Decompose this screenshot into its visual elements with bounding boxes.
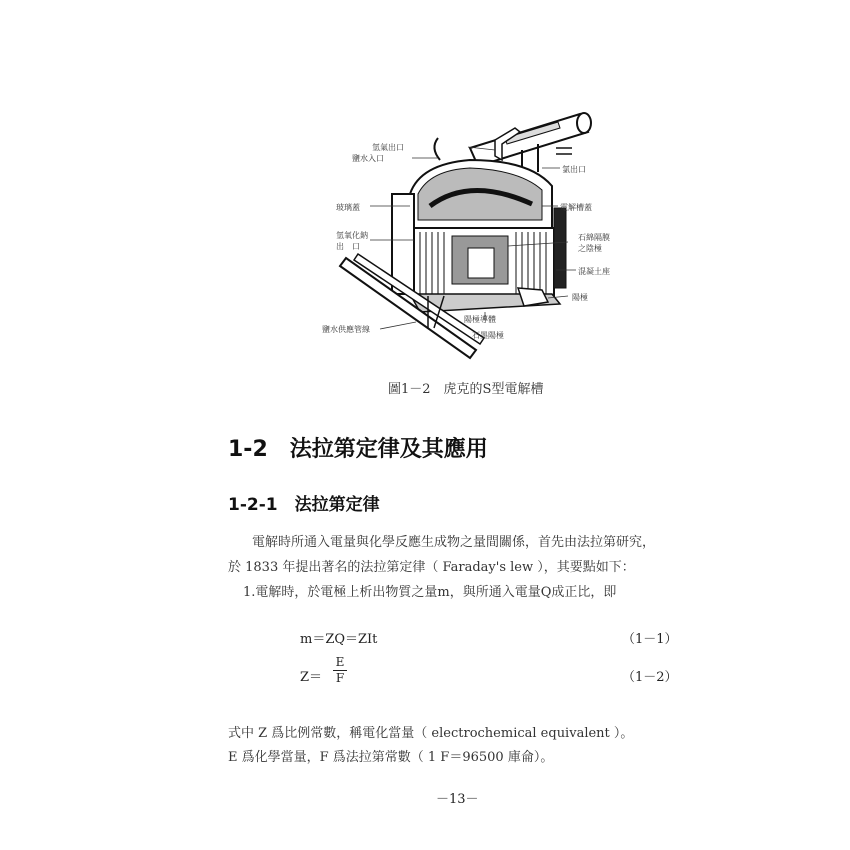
label-sodium-hydroxide-outlet-1: 氫氧化鈉 xyxy=(336,231,368,240)
label-sodium-hydroxide-outlet-2: 出 口 xyxy=(336,242,360,251)
section-title: 1-2 法拉第定律及其應用 xyxy=(228,437,488,462)
equation-2-fraction xyxy=(333,655,347,686)
paragraph-4: 式中 Z 爲比例常數，稱電化當量（ electrochemical equivalent ）。 xyxy=(228,726,634,741)
label-chlorine-outlet: 氯出口 xyxy=(562,165,586,174)
label-hydrogen-outlet: 氫氣出口 xyxy=(372,143,404,152)
figure-caption: 圖1－2 虎克的S型電解槽 xyxy=(388,382,544,397)
label-asbestos-diaphragm-2: 之陰極 xyxy=(578,244,602,253)
label-glass-cover: 玻璃蓋 xyxy=(336,203,360,212)
paragraph-3: 1.電解時，於電極上析出物質之量m，與所通入電量Q成正比，即 xyxy=(243,585,617,600)
electrolytic-cell-figure xyxy=(320,108,630,370)
fraction-numerator: E xyxy=(333,655,347,671)
label-brine-feed-pipe: 鹽水供應管線 xyxy=(322,325,370,334)
label-anode: 陽極 xyxy=(572,293,588,302)
fraction-denominator: F xyxy=(335,671,345,685)
page-number: －13－ xyxy=(436,792,479,807)
label-concrete-base: 混凝土座 xyxy=(578,267,610,276)
equation-1: m＝ZQ＝ZIt xyxy=(300,632,378,647)
equation-2-lhs: Z＝ xyxy=(300,670,323,685)
label-cell-cover: 電解槽蓋 xyxy=(560,203,592,212)
equation-2-number: （1－2） xyxy=(622,670,678,685)
label-asbestos-diaphragm-1: 石綿隔膜 xyxy=(578,233,610,242)
paragraph-2: 於 1833 年提出著名的法拉第定律（ Faraday's lew ），其要點如下： xyxy=(228,560,635,575)
equation-1-number: （1－1） xyxy=(622,632,678,647)
paragraph-1: 電解時所通入電量與化學反應生成物之量間關係，首先由法拉第研究， xyxy=(252,535,656,550)
label-graphite-anode: 石墨陽極 xyxy=(472,331,504,340)
paragraph-5: E 爲化學當量，F 爲法拉第常數（ 1 F＝96500 庫侖）。 xyxy=(228,750,554,765)
subsection-title: 1-2-1 法拉第定律 xyxy=(228,495,380,515)
label-brine-inlet: 鹽水入口 xyxy=(352,154,384,163)
label-anode-conductor: 陽極導體 xyxy=(464,315,496,324)
